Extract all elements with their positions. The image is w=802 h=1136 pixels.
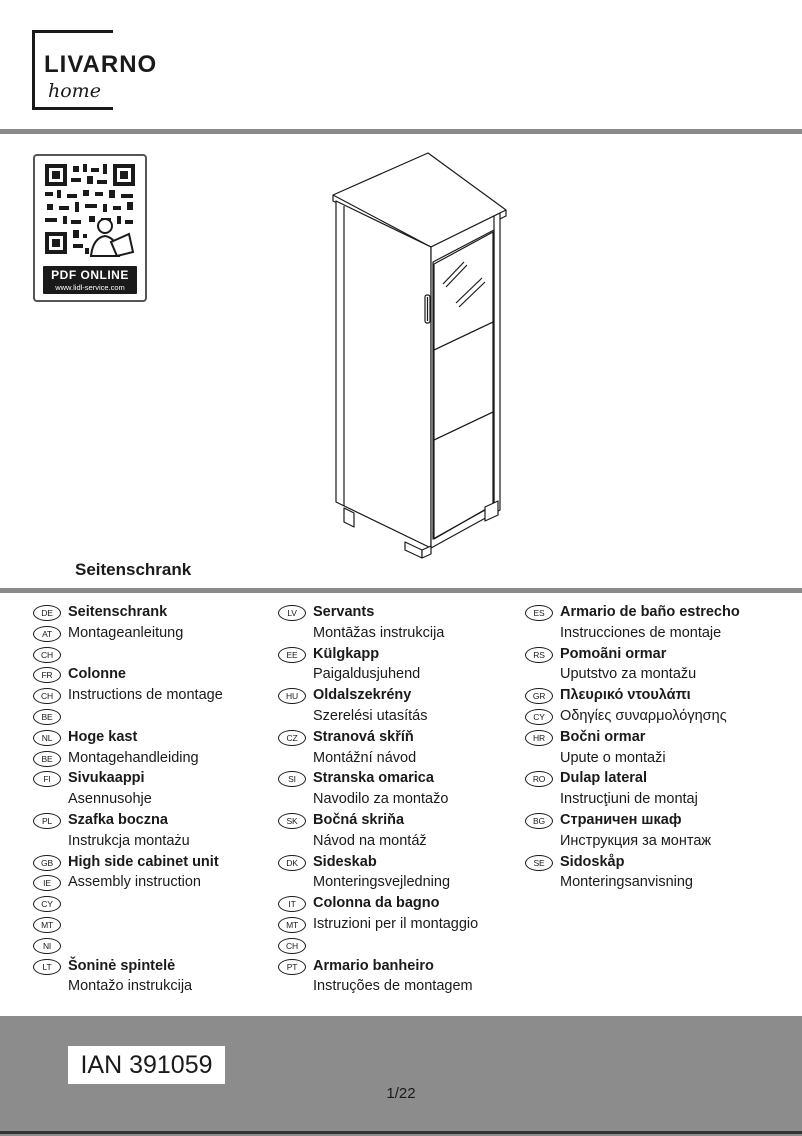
language-entry (525, 872, 795, 893)
language-entry (278, 956, 528, 977)
language-title: Sivukaappi (68, 770, 145, 787)
language-entry (525, 727, 795, 748)
language-entry (278, 706, 528, 727)
country-code-badge: LT (33, 959, 61, 975)
language-title: Sideskab (313, 853, 377, 870)
country-code-badge: NI (33, 938, 61, 954)
ian-number: IAN 391059 (68, 1046, 225, 1084)
middle-divider (0, 588, 802, 593)
language-subtitle: Monteringsvejledning (313, 874, 451, 891)
language-subtitle: Montážní návod (313, 749, 417, 766)
language-entry (525, 623, 795, 644)
language-subtitle: Instruções de montagem (313, 978, 473, 995)
language-entry (278, 768, 528, 789)
language-entry (525, 810, 795, 831)
language-subtitle: Instructions de montage (68, 687, 223, 704)
language-entry (33, 810, 283, 831)
language-subtitle: Instrukcja montażu (68, 832, 190, 849)
language-subtitle: Οδηγίες συναρμολόγησης (560, 707, 727, 724)
country-code-badge: CY (525, 709, 553, 725)
language-column-1 (33, 602, 283, 997)
country-code-badge: DK (278, 855, 306, 871)
qr-label-title: PDF ONLINE (51, 268, 129, 282)
language-subtitle: Instrucciones de montaje (560, 624, 722, 641)
country-code-badge: LV (278, 605, 306, 621)
country-code-badge: SE (525, 855, 553, 871)
language-subtitle: Szerelési utasítás (313, 707, 428, 724)
language-entry (278, 893, 528, 914)
country-code-badge: BG (525, 813, 553, 829)
language-entry (33, 644, 283, 665)
country-code-badge: BE (33, 709, 61, 725)
country-code-badge: IT (278, 896, 306, 912)
country-code-badge: DE (33, 605, 61, 621)
language-entry (33, 706, 283, 727)
language-title: Colonne (68, 666, 126, 683)
country-code-badge: ES (525, 605, 553, 621)
language-title: Šoninė spintelė (68, 957, 176, 974)
language-entry (278, 831, 528, 852)
language-entry (33, 664, 283, 685)
language-subtitle: Montagehandleiding (68, 749, 199, 766)
language-entry (525, 602, 795, 623)
language-title: Sidoskåp (560, 853, 625, 870)
language-entry (278, 872, 528, 893)
language-entry (278, 914, 528, 935)
language-title: Armario banheiro (313, 957, 434, 974)
cabinet-illustration (330, 150, 510, 562)
language-title: Külgkapp (313, 645, 380, 662)
country-code-badge: RO (525, 771, 553, 787)
language-entry (33, 956, 283, 977)
language-entry (278, 810, 528, 831)
language-entry (33, 602, 283, 623)
country-code-badge: IE (33, 875, 61, 891)
language-entry (33, 914, 283, 935)
language-title: Dulap lateral (560, 770, 648, 787)
country-code-badge: CY (33, 896, 61, 912)
country-code-badge: HR (525, 730, 553, 746)
language-entry (278, 748, 528, 769)
language-subtitle: Montažo instrukcija (68, 978, 193, 995)
language-entry (525, 748, 795, 769)
language-entry (278, 935, 528, 956)
language-subtitle: Navodilo za montažo (313, 791, 449, 808)
language-title: Hoge kast (68, 728, 138, 745)
language-title: Stranová skříň (313, 728, 414, 745)
language-title: Pomoãni ormar (560, 645, 667, 662)
language-subtitle: Monteringsanvisning (560, 874, 693, 891)
country-code-badge: CH (33, 688, 61, 704)
language-entry (278, 685, 528, 706)
language-subtitle: Uputstvo za montažu (560, 666, 697, 683)
language-entry (33, 789, 283, 810)
language-entry (33, 852, 283, 873)
country-code-badge: AT (33, 626, 61, 642)
qr-code-icon (45, 164, 135, 262)
language-title: High side cabinet unit (68, 853, 219, 870)
page-number: 1/22 (386, 1085, 416, 1102)
country-code-badge: PT (278, 959, 306, 975)
language-entry (525, 852, 795, 873)
language-entry (278, 644, 528, 665)
language-entry (278, 789, 528, 810)
language-entry (33, 623, 283, 644)
qr-label-url: www.lidl-service.com (55, 283, 125, 292)
brand-logo (32, 30, 182, 110)
country-code-badge: PL (33, 813, 61, 829)
qr-label (43, 266, 137, 294)
language-entry (525, 644, 795, 665)
country-code-badge: SK (278, 813, 306, 829)
language-subtitle: Istruzioni per il montaggio (313, 915, 479, 932)
language-subtitle: Upute o montaži (560, 749, 666, 766)
language-entry (278, 727, 528, 748)
language-title: Stranska omarica (313, 770, 434, 787)
language-title: Страничен шкаф (560, 811, 682, 828)
language-entry (33, 727, 283, 748)
country-code-badge: GR (525, 688, 553, 704)
language-title: Szafka boczna (68, 811, 168, 828)
language-title: Armario de baño estrecho (560, 604, 740, 620)
language-entry (33, 935, 283, 956)
language-subtitle: Asennusohje (68, 791, 152, 808)
country-code-badge: CH (33, 647, 61, 663)
language-entry (525, 664, 795, 685)
country-code-badge: FI (33, 771, 61, 787)
country-code-badge: RS (525, 647, 553, 663)
language-entry (33, 893, 283, 914)
language-entry (525, 685, 795, 706)
country-code-badge: MT (33, 917, 61, 933)
language-entry (525, 789, 795, 810)
language-entry (278, 852, 528, 873)
bottom-rule (0, 1131, 802, 1134)
language-title: Bočni ormar (560, 728, 646, 745)
language-subtitle: Инструкция за монтаж (560, 832, 712, 849)
language-entry (33, 748, 283, 769)
language-subtitle: Paigaldusjuhend (313, 666, 421, 683)
language-title: Colonna da bagno (313, 895, 440, 912)
country-code-badge: MT (278, 917, 306, 933)
language-entry (33, 831, 283, 852)
language-entry (33, 976, 283, 997)
country-code-badge: NL (33, 730, 61, 746)
language-subtitle: Návod na montáž (313, 832, 427, 849)
language-entry (525, 706, 795, 727)
logo-sub-text: home (48, 80, 101, 102)
language-title: Servants (313, 604, 375, 620)
language-column-2 (278, 602, 528, 997)
country-code-badge: GB (33, 855, 61, 871)
language-subtitle: Montāžas instrukcija (313, 624, 445, 641)
language-title: Seitenschrank (68, 604, 168, 620)
language-entry (525, 831, 795, 852)
language-subtitle: Instrucţiuni de montaj (560, 791, 698, 808)
qr-code-card[interactable] (33, 154, 147, 302)
language-title: Bočná skriňa (313, 811, 405, 828)
logo-brand-text: LIVARNO (44, 51, 158, 78)
country-code-badge: BE (33, 751, 61, 767)
language-column-3 (525, 602, 795, 893)
top-divider (0, 129, 802, 134)
country-code-badge: HU (278, 688, 306, 704)
country-code-badge: CH (278, 938, 306, 954)
country-code-badge: EE (278, 647, 306, 663)
language-entry (33, 685, 283, 706)
country-code-badge: FR (33, 667, 61, 683)
language-title: Oldalszekrény (313, 687, 412, 704)
language-title: Πλευρικό ντουλάπι (560, 687, 691, 704)
language-subtitle: Montageanleitung (68, 624, 184, 641)
language-subtitle: Assembly instruction (68, 874, 201, 891)
language-entry (33, 872, 283, 893)
language-entry (278, 664, 528, 685)
country-code-badge: CZ (278, 730, 306, 746)
language-entry (278, 976, 528, 997)
country-code-badge: SI (278, 771, 306, 787)
language-entry (525, 768, 795, 789)
language-entry (278, 623, 528, 644)
language-entry (278, 602, 528, 623)
product-title: Seitenschrank (75, 560, 192, 579)
language-entry (33, 768, 283, 789)
